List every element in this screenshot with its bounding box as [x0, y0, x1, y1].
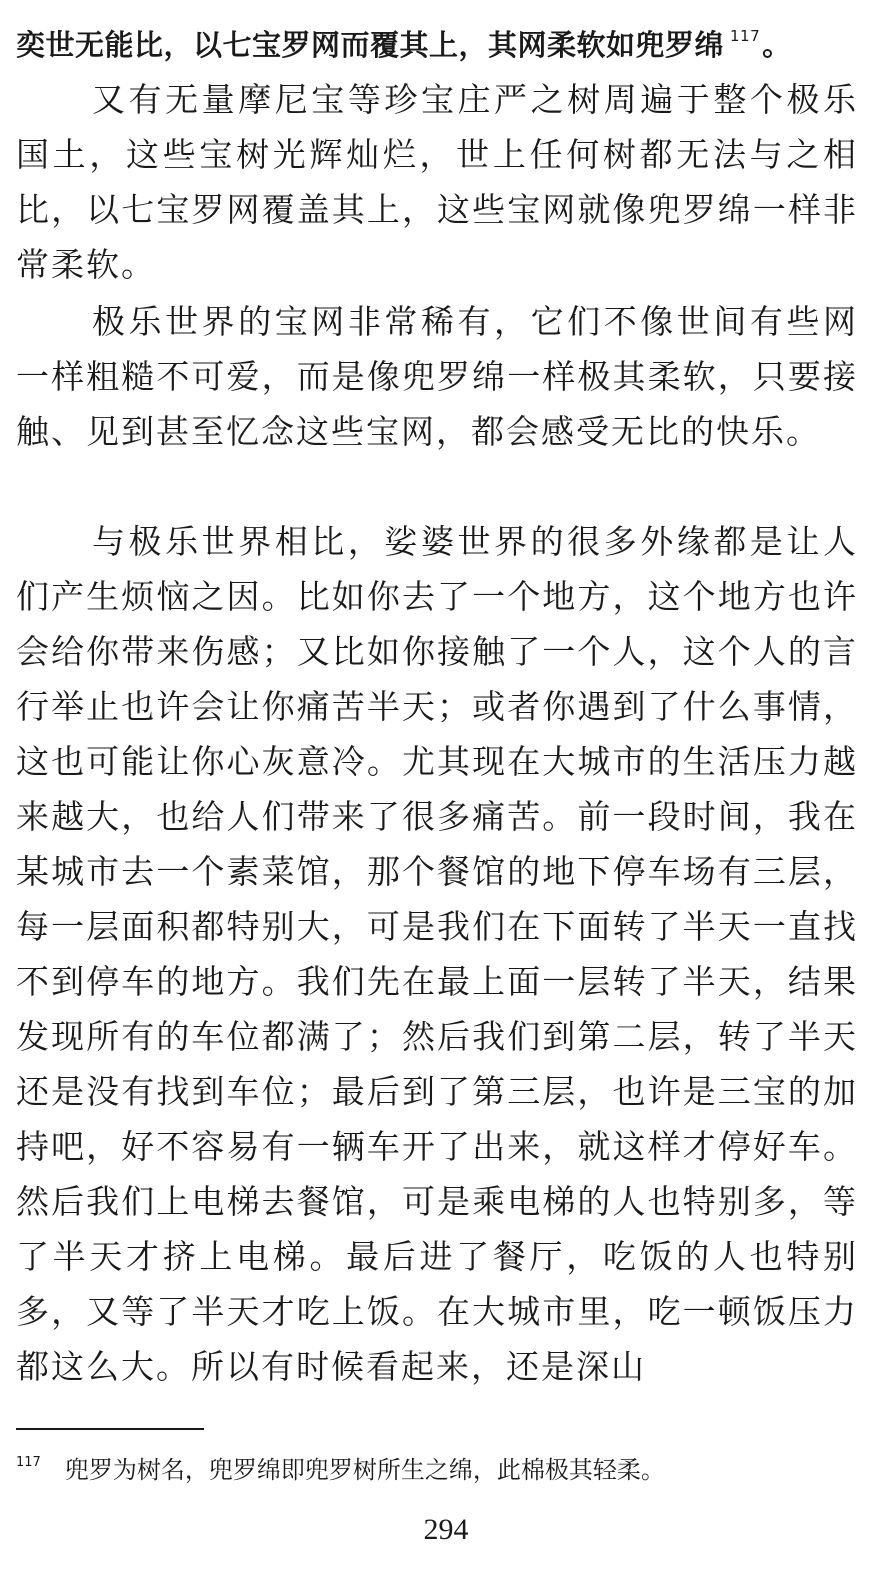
footnote-mark: 117	[16, 1455, 41, 1470]
paragraph-1: 又有无量摩尼宝等珍宝庄严之树周遍于整个极乐国土，这些宝树光辉灿烂，世上任何树都无法与之相比，以七宝罗网覆盖其上，这些宝网就像兜罗绵一样非常柔软。	[16, 80, 858, 284]
footnote-reference[interactable]: 117	[730, 27, 761, 45]
page-number: 294	[423, 1513, 469, 1546]
lead-end-punctuation: 。	[762, 28, 792, 62]
paragraph-3: 与极乐世界相比，娑婆世界的很多外缘都是让人们产生烦恼之因。比如你去了一个地方，这个地方也许会给你带来伤感；又比如你接触了一个人，这个人的言行举止也许会让你痛苦半天；或者你遇到了什么事情，这也可能让你心灰意冷。尤其现在大城市的生活压力越来越大，也给人们带来了很多痛苦。前一段时间，我在某城市去一个素菜馆，那个餐馆的地下停车场有三层，每一层面积都特别大，可是我们在下面转了半天一直找不到停车的地方。我们先在最上面一层转了半天，结果发现所有的车位都满了；然后我们到第二层，转了半天还是没有找到车位；最后到了第三层，也许是三宝的加持吧，好不容易有一辆车开了出来，就这样才停好车。然后我们上电梯去餐馆，可是乘电梯的人也特别多，等了半天才挤上电梯。最后进了餐厅，吃饭的人也特别多，又等了半天才吃上饭。在大城市里，吃一顿饭压力都这么大。所以有时候看起来，还是深山	[16, 522, 858, 1386]
paragraph-2: 极乐世界的宝网非常稀有，它们不像世间有些网一样粗糙不可爱，而是像兜罗绵一样极其柔软，只要接触、见到甚至忆念这些宝网，都会感受无比的快乐。	[16, 302, 858, 451]
lead-line	[16, 14, 876, 67]
footnote-text: 兜罗为树名，兜罗绵即兜罗树所生之绵，此棉极其轻柔。	[64, 1456, 665, 1484]
footnote-divider	[16, 1428, 204, 1430]
lead-text: 奕世无能比，以七宝罗网而覆其上，其网柔软如兜罗绵	[16, 28, 725, 62]
footnote	[16, 1446, 866, 1487]
